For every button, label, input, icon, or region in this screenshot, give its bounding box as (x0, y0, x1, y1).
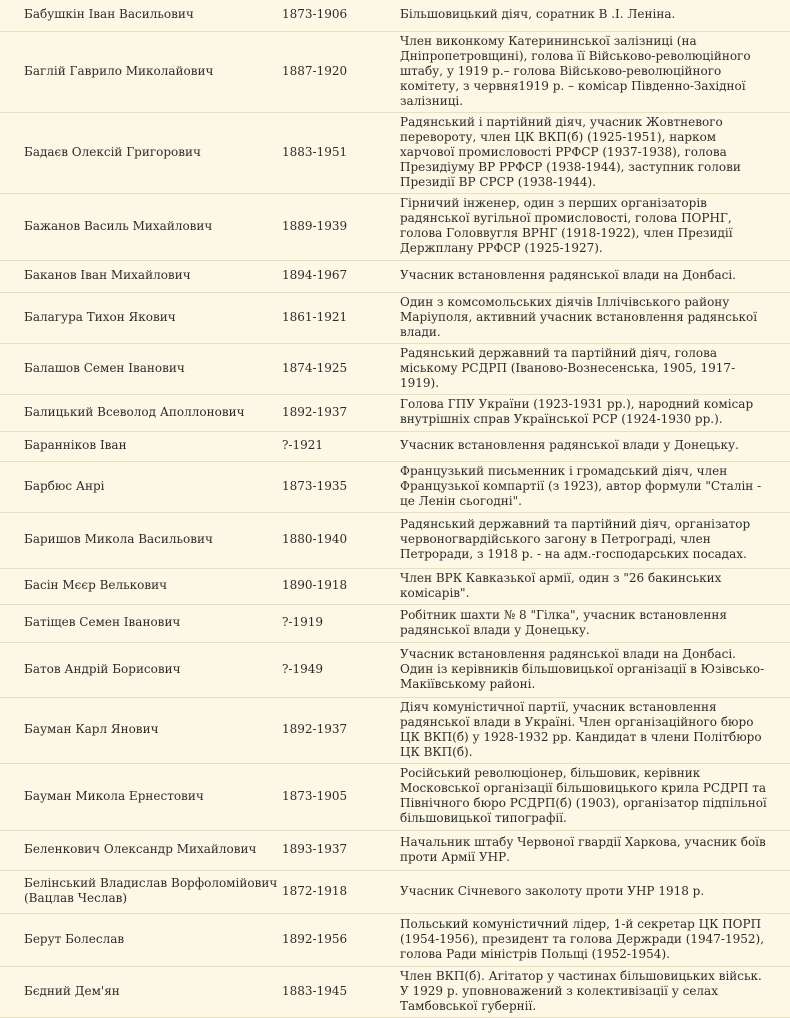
person-description: Діяч комуністичної партії, учасник встановлення радянської влади в Україні. Член організаційного бюро ЦК ВКП(б) у 1928-1932 рр. Кандидат в члени Політбюро ЦК ВКП(б). (400, 697, 790, 763)
person-name: Беленкович Олександр Михайлович (0, 830, 282, 870)
table-row (0, 763, 790, 830)
person-name: Балицький Всеволод Аполлонович (0, 394, 282, 431)
person-description: Учасник Січневого заколоту проти УНР 1918 р. (400, 870, 790, 913)
person-name: Берут Болеслав (0, 913, 282, 966)
life-years: 1874-1925 (282, 343, 400, 394)
person-description: Член ВРК Кавказької армії, один з "26 бакинських комісарів". (400, 568, 790, 604)
life-years: ?-1919 (282, 604, 400, 642)
life-years: 1894-1967 (282, 260, 400, 292)
person-name: Бадаєв Олексій Григорович (0, 112, 282, 193)
life-years: 1889-1939 (282, 193, 400, 260)
person-name: Батов Андрій Борисович (0, 642, 282, 697)
table-row (0, 343, 790, 394)
person-description: Учасник встановлення радянської влади на Донбасі. (400, 260, 790, 292)
person-description: Член ВКП(б). Агітатор у частинах більшовицьких військ. У 1929 р. уповноважений з колективізації у селах Тамбовської губернії. (400, 966, 790, 1017)
table-row (0, 830, 790, 870)
person-name: Бауман Микола Ернестович (0, 763, 282, 830)
person-description: Гірничий інженер, один з перших організаторів радянської вугільної промисловості, голова ПОРНГ, голова Головвугля ВРНГ (1918-1922), член Президії Держплану РРФСР (1925-1927). (400, 193, 790, 260)
person-description: Російський революціонер, більшовик, керівник Московської організації більшовицького крила РСДРП та Північного бюро РСДРП(б) (1903), організатор підпільної більшовицької типографії. (400, 763, 790, 830)
person-name: Бажанов Василь Михайлович (0, 193, 282, 260)
person-name: Бауман Карл Янович (0, 697, 282, 763)
table-row (0, 260, 790, 292)
person-description: Начальник штабу Червоної гвардії Харкова, учасник боїв проти Армії УНР. (400, 830, 790, 870)
life-years: 1883-1945 (282, 966, 400, 1017)
person-name: Балагура Тихон Якович (0, 292, 282, 343)
table-row (0, 966, 790, 1017)
person-name: Барбюс Анрі (0, 461, 282, 512)
person-description: Один з комсомольських діячів Іллічівського району Маріуполя, активний учасник встановлення радянської влади. (400, 292, 790, 343)
table-row (0, 568, 790, 604)
table-row (0, 431, 790, 461)
life-years: 1861-1921 (282, 292, 400, 343)
person-description: Радянський і партійний діяч, учасник Жовтневого перевороту, член ЦК ВКП(б) (1925-1951), нарком харчової промисловості РРФСР (1937-1938), голова Президіуму ВР РРФСР (1938-1944), заступник голови Президії ВР СРСР (1938-1944). (400, 112, 790, 193)
person-name: Бабушкін Іван Васильович (0, 0, 282, 31)
person-name: Баранніков Іван (0, 431, 282, 461)
person-description: Робітник шахти № 8 "Гілка", учасник встановлення радянської влади у Донецьку. (400, 604, 790, 642)
table-row (0, 697, 790, 763)
table-row (0, 112, 790, 193)
person-name: Баришов Микола Васильович (0, 512, 282, 568)
table-row (0, 604, 790, 642)
life-years: 1892-1956 (282, 913, 400, 966)
table-row (0, 642, 790, 697)
life-years: 1873-1935 (282, 461, 400, 512)
person-description: Радянський державний та партійний діяч, голова міському РСДРП (Іваново-Вознесенська, 1905, 1917-1919). (400, 343, 790, 394)
life-years: 1893-1937 (282, 830, 400, 870)
person-description: Французький письменник і громадський діяч, член Французької компартії (з 1923), автор формули "Сталін - це Ленін сьогодні". (400, 461, 790, 512)
life-years: 1873-1906 (282, 0, 400, 31)
person-name: Баглій Гаврило Миколайович (0, 31, 282, 112)
person-description: Більшовицький діяч, соратник В .І. Леніна. (400, 0, 790, 31)
person-description: Радянський державний та партійний діяч, організатор червоногвардійського загону в Петрограді, член Петроради, з 1918 р. - на адм.-господарських посадах. (400, 512, 790, 568)
person-description: Член виконкому Катерининської залізниці (на Дніпропетровщині), голова її Військово-революційного штабу, у 1919 р.– голова Військово-революційного комітету, з червня1919 р. – комісар Південно-Західної залізниці. (400, 31, 790, 112)
life-years: 1880-1940 (282, 512, 400, 568)
life-years: 1873-1905 (282, 763, 400, 830)
person-description: Голова ГПУ України (1923-1931 рр.), народний комісар внутрішніх справ Української РСР (1924-1930 рр.). (400, 394, 790, 431)
person-description: Польський комуністичний лідер, 1-й секретар ЦК ПОРП (1954-1956), президент та голова Держради (1947-1952), голова Ради міністрів Польщі (1952-1954). (400, 913, 790, 966)
person-name: Батіщев Семен Іванович (0, 604, 282, 642)
person-name: Белінський Владислав Ворфоломійович (Вацлав Чеслав) (0, 870, 282, 913)
table-row (0, 913, 790, 966)
life-years: 1892-1937 (282, 697, 400, 763)
person-name: Баканов Іван Михайлович (0, 260, 282, 292)
person-name: Басін Мєєр Велькович (0, 568, 282, 604)
table-row (0, 394, 790, 431)
life-years: 1890-1918 (282, 568, 400, 604)
life-years: ?-1949 (282, 642, 400, 697)
life-years: 1872-1918 (282, 870, 400, 913)
life-years: 1887-1920 (282, 31, 400, 112)
person-name: Бєдний Дем'ян (0, 966, 282, 1017)
table-row (0, 193, 790, 260)
person-description: Учасник встановлення радянської влади у Донецьку. (400, 431, 790, 461)
table-row (0, 870, 790, 913)
life-years: 1883-1951 (282, 112, 400, 193)
table-row (0, 512, 790, 568)
life-years: ?-1921 (282, 431, 400, 461)
table-row (0, 292, 790, 343)
table-row (0, 461, 790, 512)
person-description: Учасник встановлення радянської влади на Донбасі. Один із керівників більшовицької організації в Юзівсько-Макіївському районі. (400, 642, 790, 697)
table-row (0, 31, 790, 112)
person-name: Балашов Семен Іванович (0, 343, 282, 394)
table-row (0, 0, 790, 31)
life-years: 1892-1937 (282, 394, 400, 431)
